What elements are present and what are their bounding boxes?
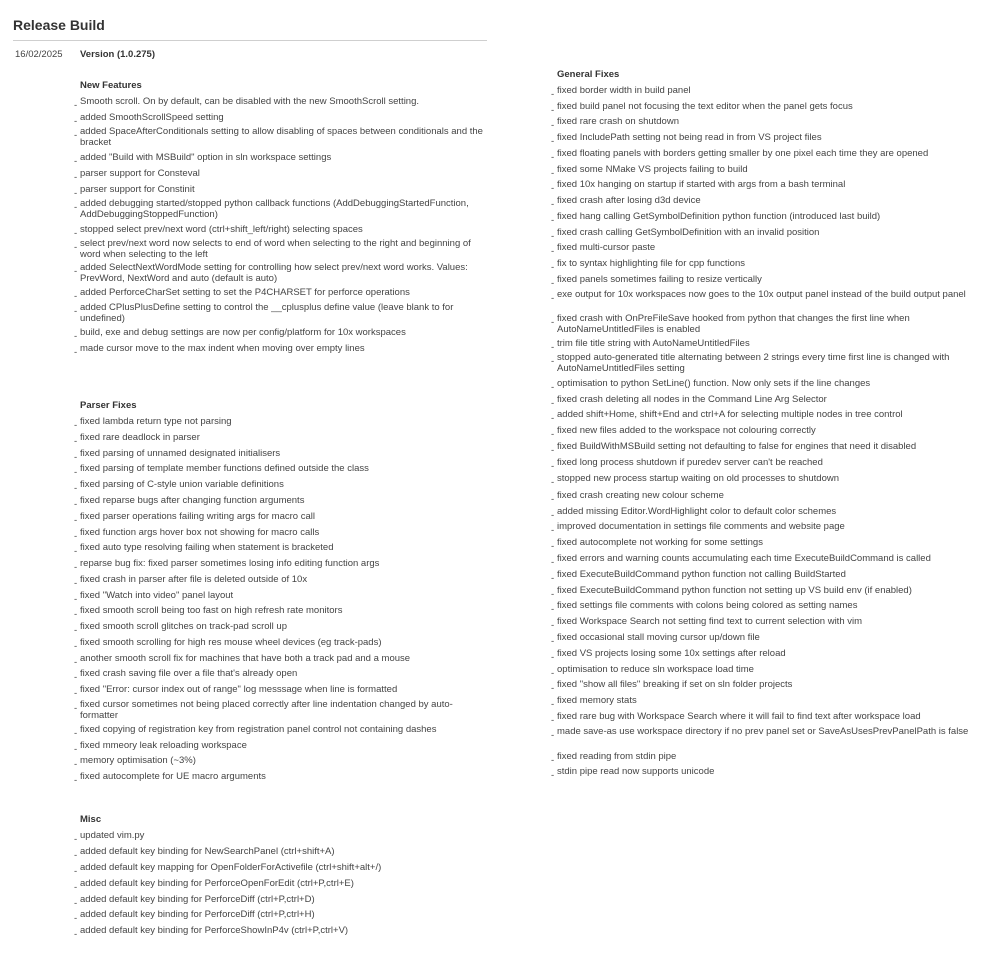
release-date: 16/02/2025 <box>15 49 63 60</box>
release-version: Version (1.0.275) <box>80 49 155 60</box>
title-divider <box>13 40 487 41</box>
parser-fixes-heading: Parser Fixes <box>80 400 137 411</box>
new-features-heading: New Features <box>80 80 142 91</box>
misc-heading: Misc <box>80 814 102 825</box>
page-title: Release Build <box>13 17 105 33</box>
general-fixes-heading: General Fixes <box>557 69 620 80</box>
